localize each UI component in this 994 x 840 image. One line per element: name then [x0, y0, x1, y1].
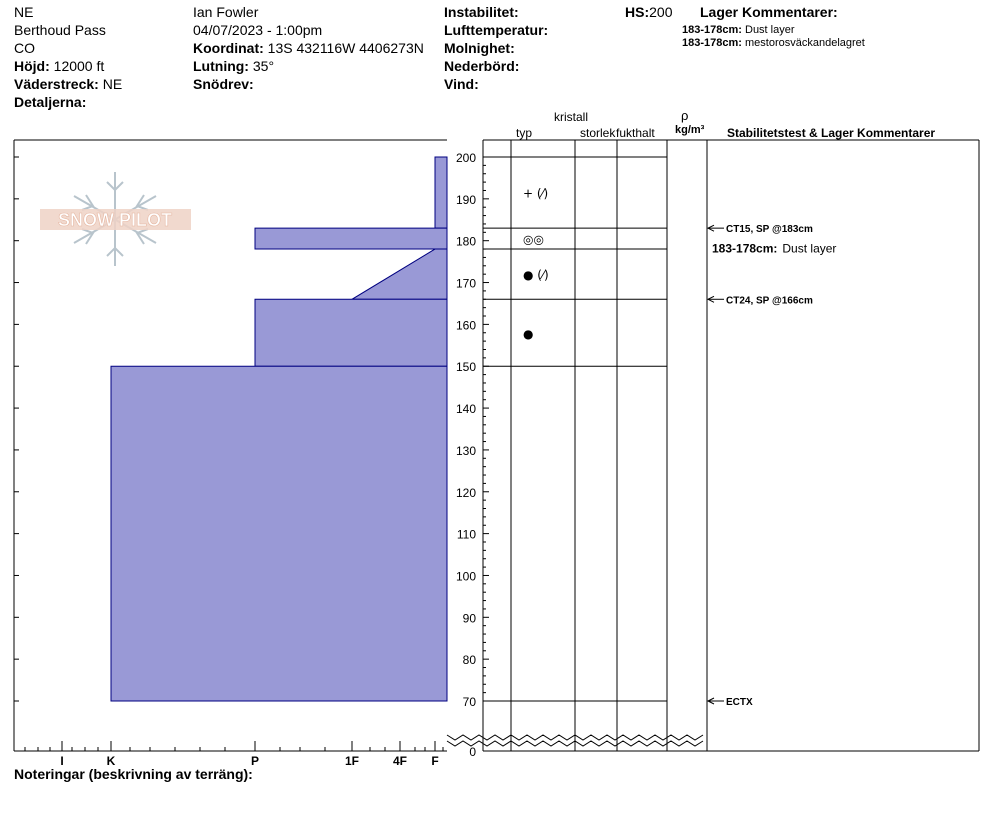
hardness-axis [25, 741, 443, 768]
wind-label: Vind: [444, 76, 479, 92]
precip-label: Nederbörd: [444, 58, 520, 74]
type-header: typ [516, 126, 533, 140]
instability-label: Instabilitet: [444, 4, 519, 20]
layer-comments-title: Lager Kommentarer: [700, 4, 838, 20]
depth-tick-label: 80 [462, 653, 476, 668]
elevation-value: 12000 ft [53, 58, 105, 74]
density-rho-header: ρ [681, 108, 689, 123]
layer-comment-range: 183-178cm: [682, 37, 742, 49]
coordinate-value: 13S 432116W 4406273N [267, 40, 424, 56]
depth-tick-label: 120 [455, 485, 476, 500]
coordinate-label: Koordinat: [193, 40, 264, 56]
size-header: storlek [580, 126, 616, 140]
depth-tick-label: 70 [462, 695, 476, 709]
depth-tick-label: 190 [455, 192, 476, 207]
depth-tick-label: 200 [455, 151, 476, 165]
hardness-tick-label: I [60, 754, 64, 768]
cloud-label: Molnighet: [444, 40, 515, 56]
hardness-layer [352, 249, 447, 299]
moisture-header: fukthalt [616, 126, 655, 140]
elevation-label: Höjd: [14, 58, 50, 74]
depth-tick-label: 150 [455, 360, 476, 375]
depth-tick-label: 110 [456, 527, 476, 542]
grain-type-symbol: ● [523, 326, 534, 341]
stability-test-label: ECTX [726, 697, 753, 708]
stability-tests [708, 224, 836, 708]
stability-test-label: CT15, SP @183cm [726, 224, 813, 236]
crystal-header: kristall [554, 110, 589, 124]
stability-test-label: CT24, SP @166cm [726, 295, 813, 307]
depth-tick-label: 180 [455, 234, 476, 249]
stability-header: Stabilitetstest & Lager Kommentarer [727, 126, 936, 140]
hardness-layer [435, 157, 447, 228]
depth-tick-label: 130 [455, 443, 476, 458]
grain-type-symbol: ● (⁄) [523, 268, 549, 283]
hardness-tick-label: K [106, 754, 116, 768]
depth-tick-label: 170 [455, 276, 476, 291]
aspect-label: Väderstreck: [14, 76, 99, 92]
slope-label: Lutning: [193, 58, 249, 74]
hardness-tick-label: 4F [392, 754, 408, 768]
hardness-tick-label: 1F [344, 754, 360, 768]
logo-wordmark: SNOW PILOT [58, 210, 172, 230]
layer-comment-range: 183-178cm: [682, 24, 742, 36]
details-label: Detaljerna: [14, 94, 87, 110]
state-code: CO [14, 40, 35, 56]
aspect-value: NE [102, 76, 123, 92]
hardness-layers [111, 157, 447, 701]
hardness-tick-label: F [431, 754, 439, 768]
inline-layer-comment [712, 242, 836, 256]
depth-tick-label: 160 [455, 318, 476, 333]
depth-tick-label: 140 [455, 402, 476, 417]
depth-tick-label: 100 [455, 569, 476, 584]
hs-label: HS: [625, 4, 650, 20]
drift-label: Snödrev: [193, 76, 254, 92]
location-name: Berthoud Pass [14, 22, 106, 38]
layer-comment-text: mestorosväckandelagret [745, 37, 865, 49]
notes-label: Noteringar (beskrivning av terräng): [14, 766, 253, 782]
hs-value: 200 [649, 4, 673, 20]
hardness-layer [255, 228, 447, 249]
aspect-code: NE [14, 4, 34, 20]
grain-type-symbol: ◎◎ [523, 232, 544, 247]
inline-comment-text: Dust layer [782, 241, 837, 256]
hardness-layer [255, 299, 447, 366]
observation-datetime: 04/07/2023 - 1:00pm [193, 22, 323, 38]
depth-tick-label: 0 [469, 745, 476, 759]
air-temp-label: Lufttemperatur: [444, 22, 549, 38]
observer-name: Ian Fowler [193, 4, 259, 20]
grain-type-symbol: + (⁄) [523, 186, 549, 201]
slope-value: 35° [252, 58, 275, 74]
hardness-tick-label: P [250, 754, 260, 768]
hardness-layer [111, 366, 447, 701]
grain-symbols [523, 187, 549, 341]
layer-comment-text: Dust layer [745, 24, 795, 36]
depth-tick-label: 90 [462, 611, 476, 626]
density-unit-header: kg/m³ [675, 124, 705, 136]
snowpilot-logo [40, 172, 191, 266]
inline-comment-range: 183-178cm: [712, 241, 778, 256]
